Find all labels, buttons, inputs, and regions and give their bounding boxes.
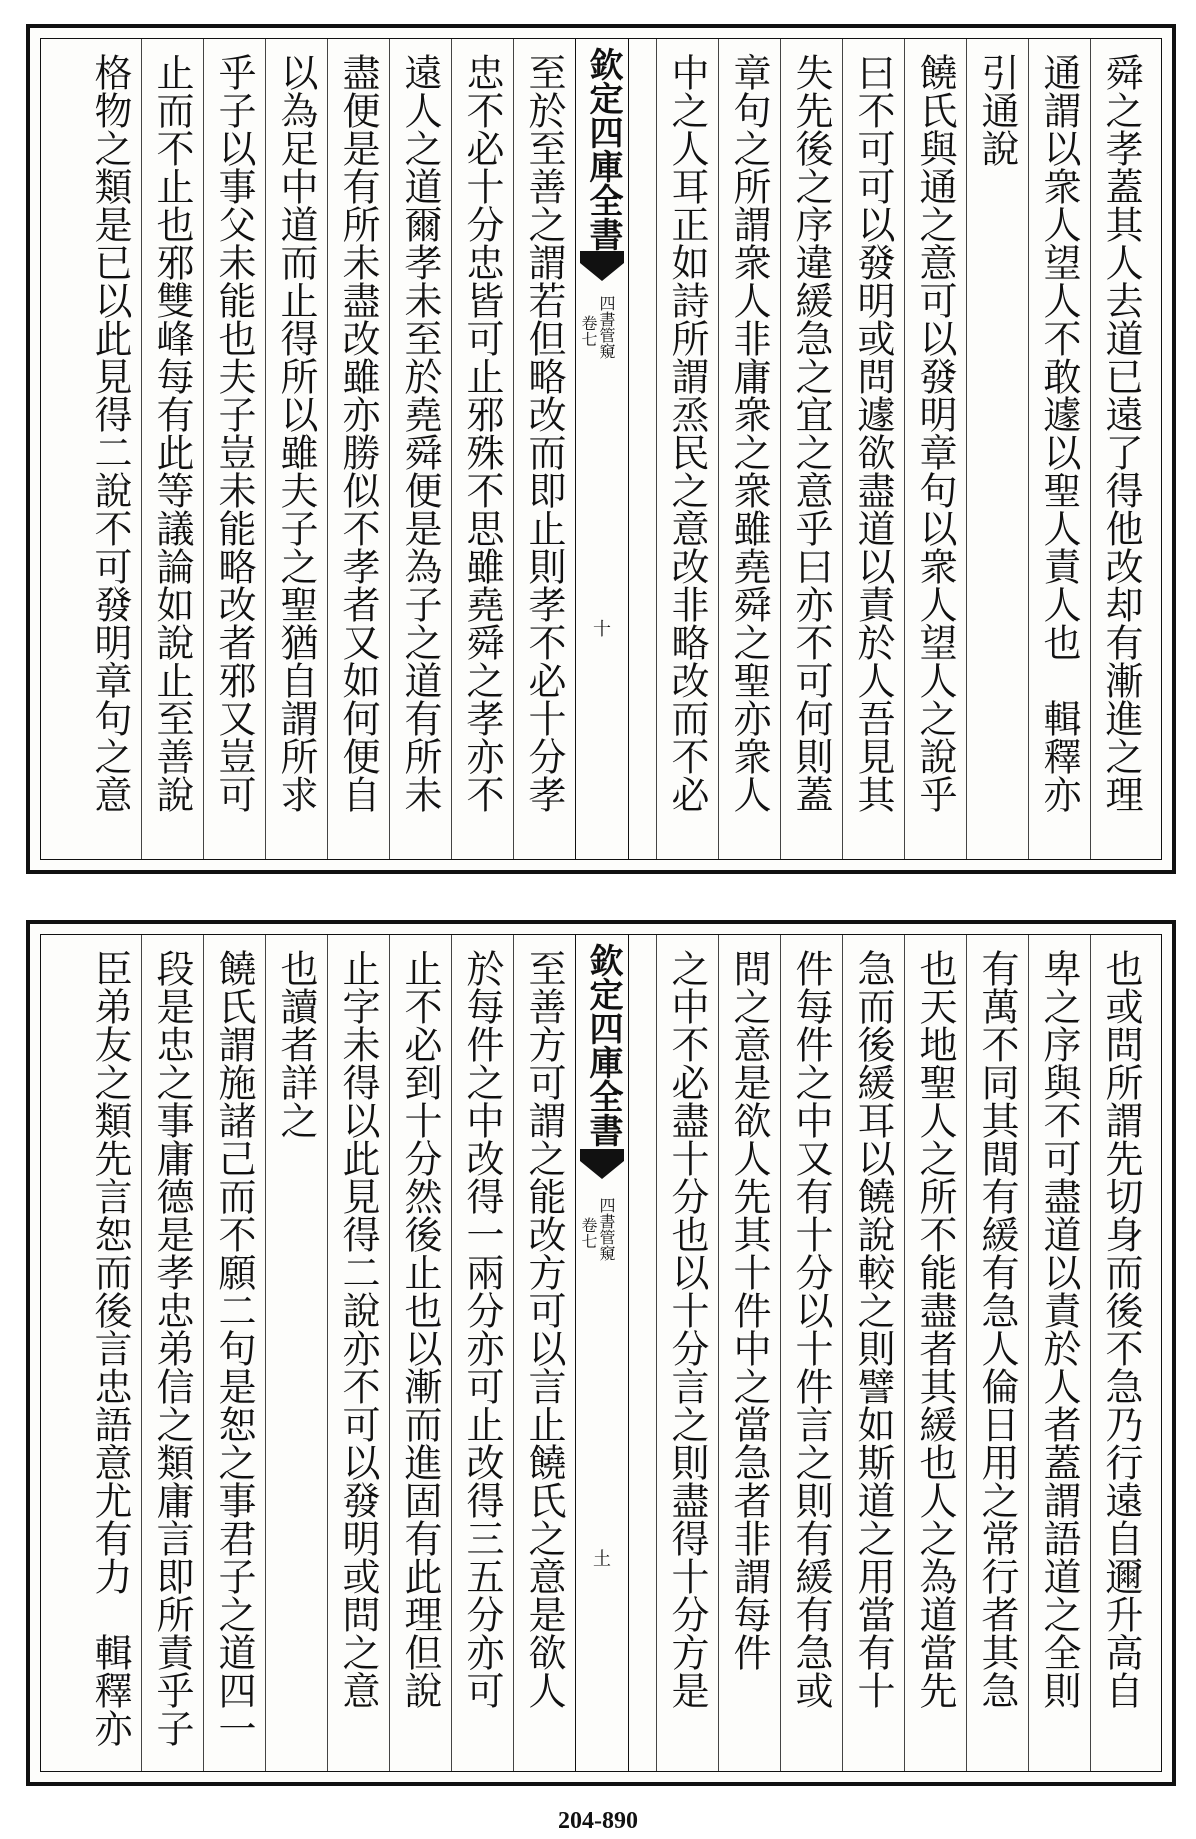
top-page-frame: [40, 38, 1162, 860]
bottom_page-left-column-7: 段是忠之事庸德是孝忠弟信之類庸言即所責乎子: [150, 949, 194, 1747]
bottom-page-number: 土: [593, 1549, 611, 1570]
column-rule: [966, 39, 967, 859]
column-rule: [203, 935, 204, 1771]
column-rule: [966, 935, 967, 1771]
column-rule: [842, 39, 843, 859]
bottom_page-left-column-3: 止不必到十分然後止也以漸而進固有此理但說: [398, 949, 442, 1709]
top_page-right-column-1: 舜之孝蓋其人去道已遠了得他改却有漸進之理: [1099, 53, 1143, 813]
top_page-right-column-7: 章句之所謂衆人非庸衆之衆雖堯舜之聖亦衆人: [727, 53, 771, 813]
column-rule: [203, 39, 204, 859]
column-rule: [513, 935, 514, 1771]
column-rule: [656, 39, 657, 859]
top_page-left-column-1: 至於至善之謂若但略改而即止則孝不必十分孝: [522, 53, 566, 813]
top_page-right-column-4: 饒氏與通之意可以發明章句以衆人望人之說乎: [913, 53, 957, 813]
bottom-book-name: 四書管窺: [597, 1197, 616, 1261]
bottom_page-right-column-8: 之中不必盡十分也以十分言之則盡得十分方是: [665, 949, 709, 1709]
top_page-right-column-2: 通謂以衆人望人不敢遽以聖人責人也 輯釋亦: [1037, 53, 1081, 813]
column-rule: [718, 935, 719, 1771]
bottom_page-left-column-4: 止字未得以此見得二說亦不可以發明或問之意: [336, 949, 380, 1709]
top_page-left-column-8: 格物之類是已以此見得二說不可發明章句之意: [88, 53, 132, 813]
bottom_page-left-column-1: 至善方可謂之能改方可以言止饒氏之意是欲人: [522, 949, 566, 1709]
bottom_page-left-column-2: 於每件之中改得一兩分亦可止改得三五分亦可: [460, 949, 504, 1709]
top-juan: 卷七: [579, 315, 598, 347]
bottom_page-right-column-4: 也天地聖人之所不能盡者其緩也人之為道當先: [913, 949, 957, 1709]
column-rule: [904, 39, 905, 859]
bottom-page: [26, 920, 1176, 1786]
bottom-juan: 卷七: [579, 1217, 598, 1249]
column-rule: [1090, 935, 1091, 1771]
fish-tail-mark-icon: [580, 251, 624, 287]
top_page-right-column-6: 失先後之序違緩急之宜之意乎曰亦不可何則蓋: [789, 53, 833, 813]
column-rule: [656, 935, 657, 1771]
bottom_page-left-column-8: 臣弟友之類先言恕而後言忠語意尤有力 輯釋亦: [88, 949, 132, 1747]
column-rule: [451, 935, 452, 1771]
bottom_page-right-column-2: 卑之序與不可盡道以責於人者蓋謂語道之全則: [1037, 949, 1081, 1709]
column-rule: [327, 39, 328, 859]
top_page-left-column-5: 以為足中道而止得所以雖夫子之聖猶自謂所求: [274, 53, 318, 813]
top-page: [26, 24, 1176, 874]
top_page-right-column-8: 中之人耳正如詩所謂烝民之意改非略改而不必: [665, 53, 709, 813]
bottom_page-right-column-1: 也或問所謂先切身而後不急乃行遠自邇升高自: [1099, 949, 1143, 1709]
column-rule: [265, 935, 266, 1771]
top_page-left-column-3: 遠人之道爾孝未至於堯舜便是為子之道有所未: [398, 53, 442, 813]
top_page-left-column-4: 盡便是有所未盡改雖亦勝似不孝者又如何便自: [336, 53, 380, 813]
bottom_page-left-column-6: 饒氏謂施諸己而不願二句是恕之事君子之道四一: [212, 949, 256, 1747]
bottom_page-left-column-5: 也讀者詳之: [274, 949, 318, 1139]
column-rule: [780, 39, 781, 859]
top-page-center-strip: [575, 39, 629, 859]
top-header-title: 欽定四庫全書: [583, 47, 623, 251]
column-rule: [842, 935, 843, 1771]
column-rule: [904, 935, 905, 1771]
column-rule: [1028, 39, 1029, 859]
bottom-page-center-strip: [575, 935, 629, 1771]
column-rule: [1028, 935, 1029, 1771]
top_page-left-column-2: 忠不必十分忠皆可止邪殊不思雖堯舜之孝亦不: [460, 53, 504, 813]
top_page-left-column-6: 乎子以事父未能也夫子豈未能略改者邪又豈可: [212, 53, 256, 813]
top_page-right-column-3: 引通說: [975, 53, 1019, 167]
bottom_page-right-column-5: 急而後緩耳以饒說較之則譬如斯道之用當有十: [851, 949, 895, 1709]
bottom_page-right-column-6: 件每件之中又有十分以十件言之則有緩有急或: [789, 949, 833, 1709]
top-book-name: 四書管窺: [597, 295, 616, 359]
column-rule: [1090, 39, 1091, 859]
column-rule: [141, 935, 142, 1771]
column-rule: [389, 39, 390, 859]
top_page-left-column-7: 止而不止也邪雙峰每有此等議論如說止至善說: [150, 53, 194, 813]
bottom-page-frame: [40, 934, 1162, 1772]
bottom-header-title: 欽定四庫全書: [583, 943, 623, 1147]
column-rule: [265, 39, 266, 859]
column-rule: [451, 39, 452, 859]
top-page-number: 十: [593, 619, 611, 640]
column-rule: [141, 39, 142, 859]
column-rule: [718, 39, 719, 859]
column-rule: [327, 935, 328, 1771]
column-rule: [389, 935, 390, 1771]
footer-page-id: 204-890: [558, 1808, 638, 1834]
column-rule: [780, 935, 781, 1771]
bottom_page-right-column-3: 有萬不同其間有緩有急人倫日用之常行者其急: [975, 949, 1019, 1709]
top_page-right-column-5: 曰不可可以發明或問遽欲盡道以責於人吾見其: [851, 53, 895, 813]
fish-tail-mark-icon: [580, 1149, 624, 1185]
bottom_page-right-column-7: 問之意是欲人先其十件中之當急者非謂每件: [727, 949, 771, 1671]
column-rule: [513, 39, 514, 859]
